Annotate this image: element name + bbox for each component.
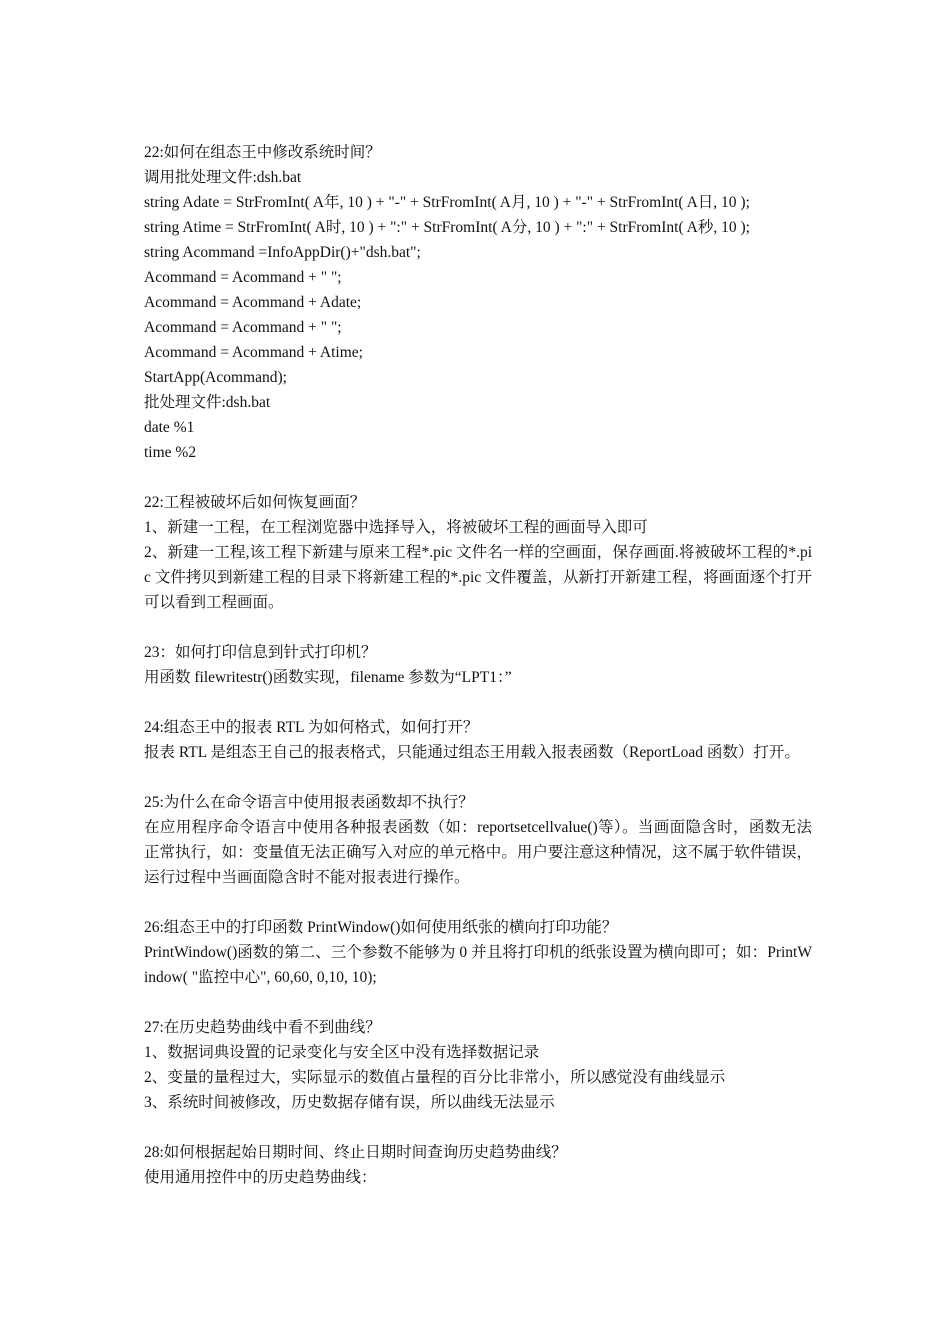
code-line: Acommand = Acommand + " "; (144, 319, 342, 336)
body-line: 1、数据词典设置的记录变化与安全区中没有选择数据记录 (144, 1044, 540, 1061)
section-heading: 25:为什么在命令语言中使用报表函数却不执行？ (144, 794, 474, 811)
body-line: 批处理文件:dsh.bat (144, 394, 271, 411)
section-heading: 22:工程被破坏后如何恢复画面？ (144, 494, 366, 511)
section-heading: 24:组态王中的报表 RTL 为如何格式，如何打开？ (144, 719, 479, 736)
faq-section (144, 1015, 812, 1115)
faq-section (144, 715, 812, 765)
faq-section (144, 490, 812, 615)
section-heading: 23：如何打印信息到针式打印机？ (144, 644, 377, 661)
body-line: 使用通用控件中的历史趋势曲线： (144, 1169, 377, 1186)
body-line: 调用批处理文件:dsh.bat (144, 169, 302, 186)
body-line: 用函数 filewritestr()函数实现，filename 参数为“LPT1：” (144, 669, 512, 686)
section-heading: 22:如何在组态王中修改系统时间？ (144, 144, 381, 161)
code-line: Acommand = Acommand + Adate; (144, 294, 362, 311)
body-paragraph: 2、新建一工程,该工程下新建与原来工程*.pic 文件名一样的空画面，保存画面.将被破坏工程的*.pic 文件拷贝到新建工程的目录下将新建工程的*.pic 文件覆盖，从新打开新建工程，将画面逐个打开可以看到工程画面。 (144, 544, 812, 611)
faq-section (144, 790, 812, 890)
section-heading: 28:如何根据起始日期时间、终止日期时间查询历史趋势曲线？ (144, 1144, 567, 1161)
faq-section (144, 915, 812, 990)
section-heading: 26:组态王中的打印函数 PrintWindow()如何使用纸张的横向打印功能？ (144, 919, 618, 936)
code-line: string Acommand =InfoAppDir()+"dsh.bat"; (144, 244, 421, 261)
faq-section (144, 1140, 812, 1190)
body-paragraph: 在应用程序命令语言中使用各种报表函数（如：reportsetcellvalue()等）。当画面隐含时，函数无法正常执行，如：变量值无法正确写入对应的单元格中。用户要注意这种情况，这不属于软件错误，运行过程中当画面隐含时不能对报表进行操作。 (144, 819, 812, 886)
code-line: string Atime = StrFromInt( A时, 10 ) + ":" + StrFromInt( A分, 10 ) + ":" + StrFromInt( A秒, 10 ); (144, 219, 750, 236)
code-line: date %1 (144, 419, 195, 436)
section-heading: 27:在历史趋势曲线中看不到曲线？ (144, 1019, 381, 1036)
faq-section (144, 640, 812, 690)
body-line: 1、新建一工程，在工程浏览器中选择导入，将被破坏工程的画面导入即可 (144, 519, 648, 536)
body-line: 3、系统时间被修改，历史数据存储有误，所以曲线无法显示 (144, 1094, 555, 1111)
faq-section (144, 140, 812, 465)
code-line: Acommand = Acommand + " "; (144, 269, 342, 286)
body-line: 2、变量的量程过大，实际显示的数值占量程的百分比非常小，所以感觉没有曲线显示 (144, 1069, 726, 1086)
body-paragraph: 报表 RTL 是组态王自己的报表格式，只能通过组态王用载入报表函数（ReportLoad 函数）打开。 (144, 744, 800, 761)
code-line: string Adate = StrFromInt( A年, 10 ) + "-" + StrFromInt( A月, 10 ) + "-" + StrFromInt( A日, 10 ); (144, 194, 750, 211)
document-body (144, 140, 812, 1215)
code-line: StartApp(Acommand); (144, 369, 287, 386)
code-line: time %2 (144, 444, 197, 461)
code-line: Acommand = Acommand + Atime; (144, 344, 363, 361)
body-paragraph: PrintWindow()函数的第二、三个参数不能够为 0 并且将打印机的纸张设置为横向即可；如：PrintWindow( "监控中心", 60,60, 0,10, 10); (144, 944, 812, 986)
